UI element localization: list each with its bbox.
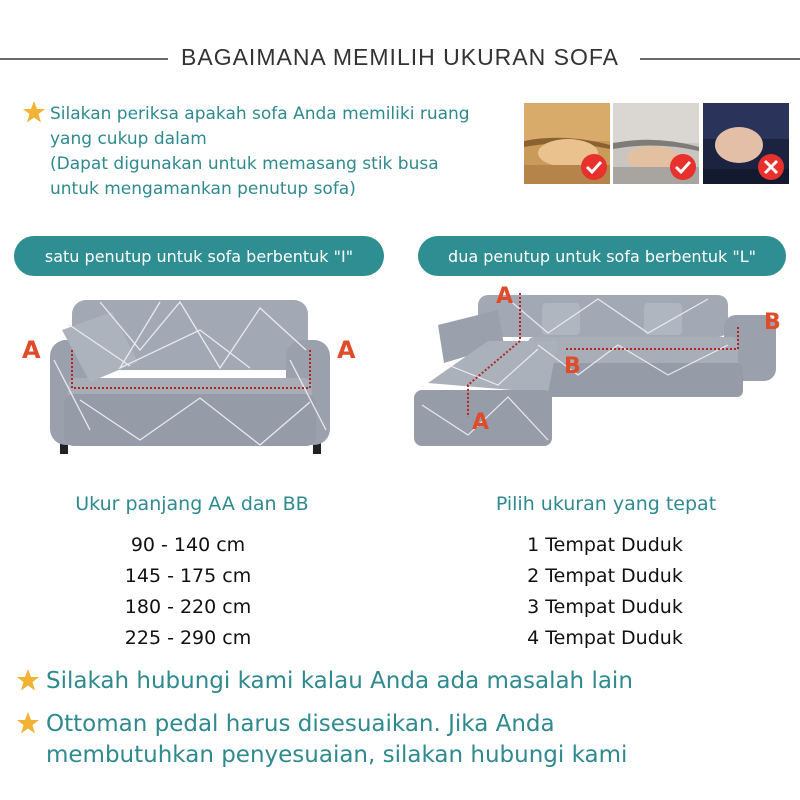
marker-b-right: B [764,310,781,335]
size-item: 180 - 220 cm [124,596,252,618]
pill-i-shape: satu penutup untuk sofa berbentuk "I" [14,236,384,276]
photo-navy-sofa-gap [703,103,789,184]
star-icon [16,711,40,735]
page-title: BAGAIMANA MEMILIH UKURAN SOFA [181,44,619,70]
measure-heading: Ukur panjang AA dan BB [75,493,309,515]
check-icon [581,154,607,180]
size-item: 90 - 140 cm [130,534,246,556]
size-item: 145 - 175 cm [124,565,252,587]
photo-gray-sofa-gap [613,103,699,184]
intro-line: (Dapat digunakan untuk memasang stik busa [50,154,439,174]
intro-line: Silakan periksa apakah sofa Anda memiliki ruang [50,104,470,124]
check-icon [670,154,696,180]
seat-option: 1 Tempat Duduk [527,534,683,556]
intro-line: untuk mengamankan penutup sofa) [50,179,356,199]
l-shaped-sofa-illustration [408,285,788,455]
pill-l-shape: dua penutup untuk sofa berbentuk "L" [418,236,786,276]
ottoman-note-line2: membutuhkan penyesuaian, silakan hubungi kami [46,742,628,768]
contact-note: Silakah hubungi kami kalau Anda ada masalah lain [46,668,633,694]
seat-option: 2 Tempat Duduk [527,565,683,587]
photo-beige-sofa-gap [524,103,610,184]
marker-a-left: A [22,336,41,364]
straight-sofa-illustration [20,290,380,460]
star-icon [16,668,40,692]
marker-a-top: A [496,284,514,309]
marker-a-bottom: A [472,410,490,435]
seat-option: 4 Tempat Duduk [527,627,683,649]
marker-b-mid: B [564,354,581,379]
marker-a-right: A [337,336,356,364]
choose-heading: Pilih ukuran yang tepat [495,493,717,515]
intro-text [50,102,520,202]
seat-option: 3 Tempat Duduk [527,596,683,618]
star-icon [22,100,46,124]
size-item: 225 - 290 cm [124,627,252,649]
intro-line: yang cukup dalam [50,129,207,149]
ottoman-note-line1: Ottoman pedal harus disesuaikan. Jika Anda [46,711,555,737]
